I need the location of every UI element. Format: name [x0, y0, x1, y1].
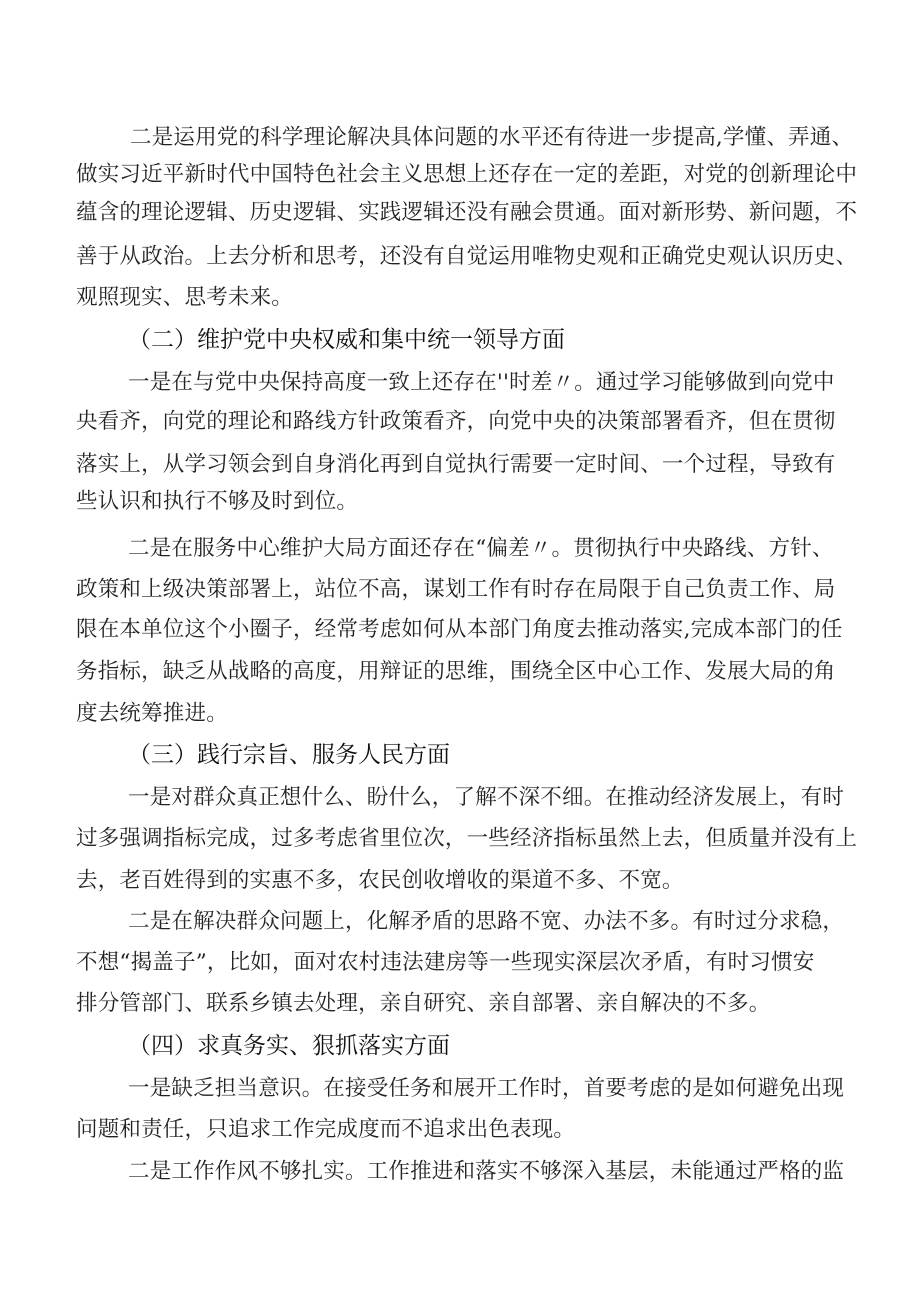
paragraph-3-line-2: 政策和上级决策部署上，站位不高，谋划工作有时存在局限于自己负责工作、局 [76, 577, 836, 602]
paragraph-4-line-3: 去，老百姓得到的实惠不多，农民创收增收的渠道不多、不宽。 [76, 868, 684, 893]
paragraph-3-line-3: 限在本单位这个小圈子，经常考虑如何从本部门角度去推动落实,完成本部门的任 [76, 617, 843, 642]
paragraph-3-line-5: 度去统筹推进。 [76, 701, 228, 726]
paragraph-5-line-1: 二是在解决群众问题上，化解矛盾的思路不宽、办法不多。有时过分求稳， [128, 909, 845, 934]
paragraph-7-line-1: 二是工作作风不够扎实。工作推进和落实不够深入基层，未能通过严格的监 [128, 1159, 845, 1184]
paragraph-4-line-2: 过多强调指标完成，过多考虑省里位次，一些经济指标虽然上去，但质量并没有上 [76, 826, 858, 851]
paragraph-5-line-3: 排分管部门、联系乡镇去处理，亲自研究、亲自部署、亲自解决的不多。 [76, 991, 771, 1016]
paragraph-2-line-2: 央看齐，向党的理论和路线方针政策看齐，向党中央的决策部署看齐，但在贯彻 [76, 409, 836, 434]
paragraph-1-line-1: 二是运用党的科学理论解决具体问题的水平还有待进一步提高,学懂、弄通、 [130, 125, 854, 150]
paragraph-1-line-5: 观照现实、思考未来。 [76, 285, 294, 310]
paragraph-3-line-4: 务指标，缺乏从战略的高度，用辩证的思维，围绕全区中心工作、发展大局的角 [76, 659, 836, 684]
paragraph-6-line-2: 问题和责任，只追求工作完成度而不追求出色表现。 [76, 1117, 576, 1142]
paragraph-2-line-3: 落实上，从学习领会到自身消化再到自觉执行需要一定时间、一个过程，导致有 [76, 452, 836, 477]
paragraph-3-line-1: 二是在服务中心维护大局方面还存在“偏差〃。贯彻执行中央路线、方针、 [128, 536, 834, 561]
paragraph-2-line-1: 一是在与党中央保持高度一致上还存在''时差〃。通过学习能够做到向党中 [128, 370, 835, 395]
paragraph-1-line-4: 善于从政治。上去分析和思考，还没有自觉运用唯物史观和正确党史观认识历史、 [76, 244, 858, 269]
section-heading-3: （三）践行宗旨、服务人民方面 [128, 742, 450, 768]
paragraph-6-line-1: 一是缺乏担当意识。在接受任务和展开工作时，首要考虑的是如何避免出现 [128, 1076, 845, 1101]
section-heading-2: （二）维护党中央权威和集中统一领导方面 [128, 327, 565, 353]
paragraph-2-line-4: 些认识和执行不够及时到位。 [76, 489, 359, 514]
paragraph-5-line-2: 不想“揭盖子”，比如，面对农村违法建房等一些现实深层次矛盾，有时习惯安 [76, 950, 815, 975]
paragraph-1-line-3: 蕴含的理论逻辑、历史逻辑、实践逻辑还没有融会贯通。面对新形势、新问题，不 [76, 200, 858, 225]
paragraph-1-line-2: 做实习近平新时代中国特色社会主义思想上还存在一定的差距，对党的创新理论中 [76, 162, 858, 187]
paragraph-4-line-1: 一是对群众真正想什么、盼什么，了解不深不细。在推动经济发展上，有时 [128, 785, 845, 810]
section-heading-4: （四）求真务实、狠抓落实方面 [128, 1033, 450, 1059]
